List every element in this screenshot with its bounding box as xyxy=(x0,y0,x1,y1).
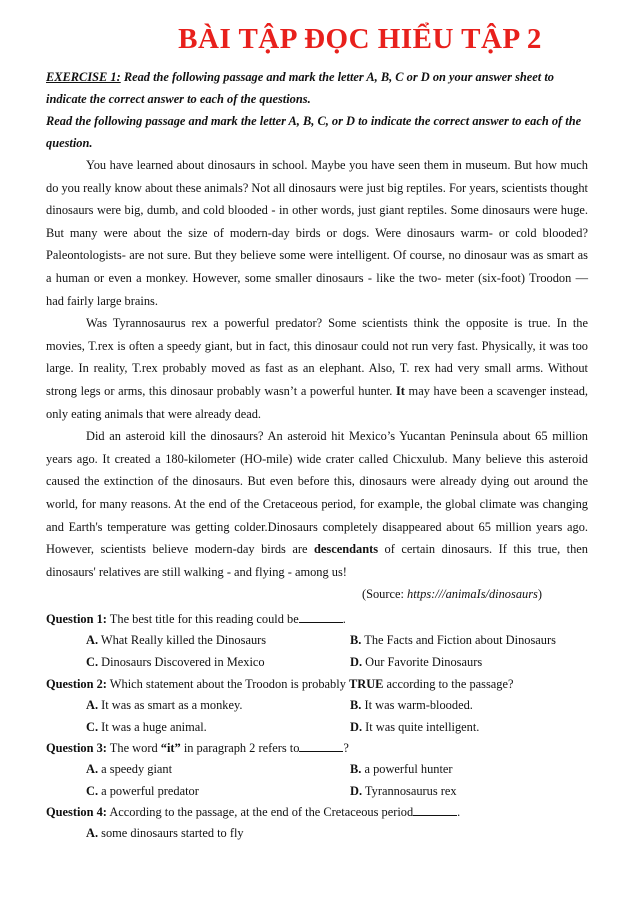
source-label: (Source: xyxy=(361,587,408,602)
question-3-label: Question 3: xyxy=(46,741,107,756)
option-letter: A. xyxy=(86,762,99,777)
option-1d[interactable] xyxy=(310,651,574,673)
option-text: Dinosaurs Discovered in Mexico xyxy=(98,655,265,670)
option-text: a powerful hunter xyxy=(361,762,453,777)
question-1 xyxy=(46,609,588,629)
exercise-instruction-2: Read the following passage and mark the letter A, B, C, or D to indicate the correct answer to each of the question. xyxy=(46,114,582,150)
passage-paragraph-3 xyxy=(46,425,588,583)
question-1-label: Question 1: xyxy=(46,612,107,627)
option-text: It was warm-blooded. xyxy=(361,698,473,713)
option-text: It was as smart as a monkey. xyxy=(98,698,243,713)
option-letter: D. xyxy=(350,784,363,799)
option-letter: C. xyxy=(86,655,99,670)
keyword-descendants: descendants xyxy=(314,542,379,557)
answer-blank xyxy=(299,739,343,752)
exercise-label: EXERCISE 1: xyxy=(46,70,121,84)
question-2-emphasis: TRUE xyxy=(349,677,384,692)
option-letter: A. xyxy=(86,826,99,841)
question-1-options-row-2 xyxy=(46,651,588,673)
option-text: The Facts and Fiction about Dinosaurs xyxy=(361,633,556,648)
paragraph-3-text-a: Did an asteroid kill the dinosaurs? An asteroid hit Mexico’s Yucantan Peninsula about 65 million years ago. It created a 180-kilometer (HO-mile) wide crater called Chicxulub. Many believe this asteroid caused the extinction of the dinosaurs. But even before this, dinosaurs were already dying out around the world, for many reasons. At the end of the Cretaceous period, for example, the global climate was changing and Earth's temperature was getting colder.Dinosaurs completely disappeared about 65 million years ago. However, scientists believe modern-day birds are xyxy=(46,429,588,557)
question-4-options-row-1 xyxy=(46,822,588,844)
paragraph-2-text-a: Was Tyrannosaurus rex a powerful predator? Some scientists think the opposite is true. In the movies, T.rex is often a speedy giant, but in fact, this dinosaur could not run very fast. Physically, it was too large. In reality, T.rex probably moved as fast as an elephant. Also, T. rex had very small arms. Without strong legs or arms, this dinosaur probably wasn’t a powerful hunter. xyxy=(46,316,588,398)
question-3-options-row-2 xyxy=(46,780,588,802)
question-4-end: . xyxy=(457,805,461,820)
question-2-label: Question 2: xyxy=(46,677,107,692)
source-url: https:///animaIs/dinosaurs xyxy=(407,587,538,602)
question-1-stem: The best title for this reading could be xyxy=(106,612,299,627)
option-letter: D. xyxy=(350,655,363,670)
option-letter: B. xyxy=(350,633,362,648)
source-close: ) xyxy=(537,587,542,602)
question-1-end: . xyxy=(342,612,346,627)
question-3-stem: The word xyxy=(106,741,161,756)
option-2c[interactable] xyxy=(46,716,310,738)
answer-blank xyxy=(413,803,457,816)
worksheet-content xyxy=(46,66,588,844)
passage-paragraph-1 xyxy=(46,154,588,312)
question-4-stem: According to the passage, at the end of the Cretaceous period xyxy=(106,805,414,820)
paragraph-1-text: You have learned about dinosaurs in school. Maybe you have seen them in museum. But how much do you really know about these animals? Not all dinosaurs were just big reptiles. For years, scientists thought dinosaurs were big, dumb, and cold blooded - in other words, just giant reptiles. Some dinosaurs were huge. But many were about the size of modern-day birds or dogs. Were dinosaurs warm- or cold blooded? Paleontologists- are not sure. But they believe some were intelligent. Of course, no dinosaur was as smart as a human or even a monkey. However, some smaller dinosaurs - like the two- meter (six-foot) Troodon — had fairly large brains. xyxy=(46,158,588,308)
option-text: some dinosaurs started to fly xyxy=(98,826,244,841)
paragraph-2-text-b: may have been a scavenger instead, only eating animals that were already dead. xyxy=(46,383,588,421)
question-3 xyxy=(46,738,588,758)
option-3c[interactable] xyxy=(46,780,310,802)
option-text: What Really killed the Dinosaurs xyxy=(98,633,267,648)
option-letter: C. xyxy=(86,720,99,735)
option-3b[interactable] xyxy=(310,758,574,780)
exercise-instruction-1 xyxy=(46,66,588,110)
option-letter: B. xyxy=(350,698,362,713)
question-2-options-row-1 xyxy=(46,694,588,716)
question-2-end: according to the passage? xyxy=(383,677,514,692)
option-2d[interactable] xyxy=(310,716,574,738)
page-title: BÀI TẬP ĐỌC HIỂU TẬP 2 xyxy=(178,23,542,55)
question-2 xyxy=(46,677,588,692)
option-text: Our Favorite Dinosaurs xyxy=(362,655,483,670)
option-text: Tyrannosaurus rex xyxy=(362,784,457,799)
option-2a[interactable] xyxy=(46,694,310,716)
option-1c[interactable] xyxy=(46,651,310,673)
question-4 xyxy=(46,802,588,822)
option-letter: B. xyxy=(350,762,362,777)
option-text: a powerful predator xyxy=(98,784,199,799)
option-letter: C. xyxy=(86,784,99,799)
question-3-end: ? xyxy=(343,741,349,756)
referent-it: It xyxy=(395,383,405,398)
question-1-options-row-1 xyxy=(46,629,588,651)
option-letter: A. xyxy=(86,698,99,713)
question-3-options-row-1 xyxy=(46,758,588,780)
option-2b[interactable] xyxy=(310,694,574,716)
question-3-stem-b: in paragraph 2 refers to xyxy=(180,741,300,756)
question-4-label: Question 4: xyxy=(46,805,107,820)
answer-blank xyxy=(299,610,343,623)
source-citation xyxy=(46,583,542,605)
question-2-stem: Which statement about the Troodon is probably xyxy=(106,677,349,692)
option-text: a speedy giant xyxy=(98,762,173,777)
option-text: It was quite intelligent. xyxy=(362,720,480,735)
option-3d[interactable] xyxy=(310,780,574,802)
question-3-emphasis: “it” xyxy=(160,741,181,756)
option-3a[interactable] xyxy=(46,758,310,780)
exercise-instruction-text: Read the following passage and mark the letter A, B, C or D on your answer sheet to indicate the correct answer to each of the questions. xyxy=(46,70,554,106)
option-letter: D. xyxy=(350,720,363,735)
option-letter: A. xyxy=(86,633,99,648)
question-2-options-row-2 xyxy=(46,716,588,738)
passage-paragraph-2 xyxy=(46,312,588,425)
option-4a[interactable] xyxy=(46,822,446,844)
paragraph-3-text-b: of certain dinosaurs. If this true, then dinosaurs' relatives are still walking - and flying - among us! xyxy=(46,542,588,579)
option-1a[interactable] xyxy=(46,629,310,651)
option-1b[interactable] xyxy=(310,629,574,651)
option-text: It was a huge animal. xyxy=(98,720,207,735)
